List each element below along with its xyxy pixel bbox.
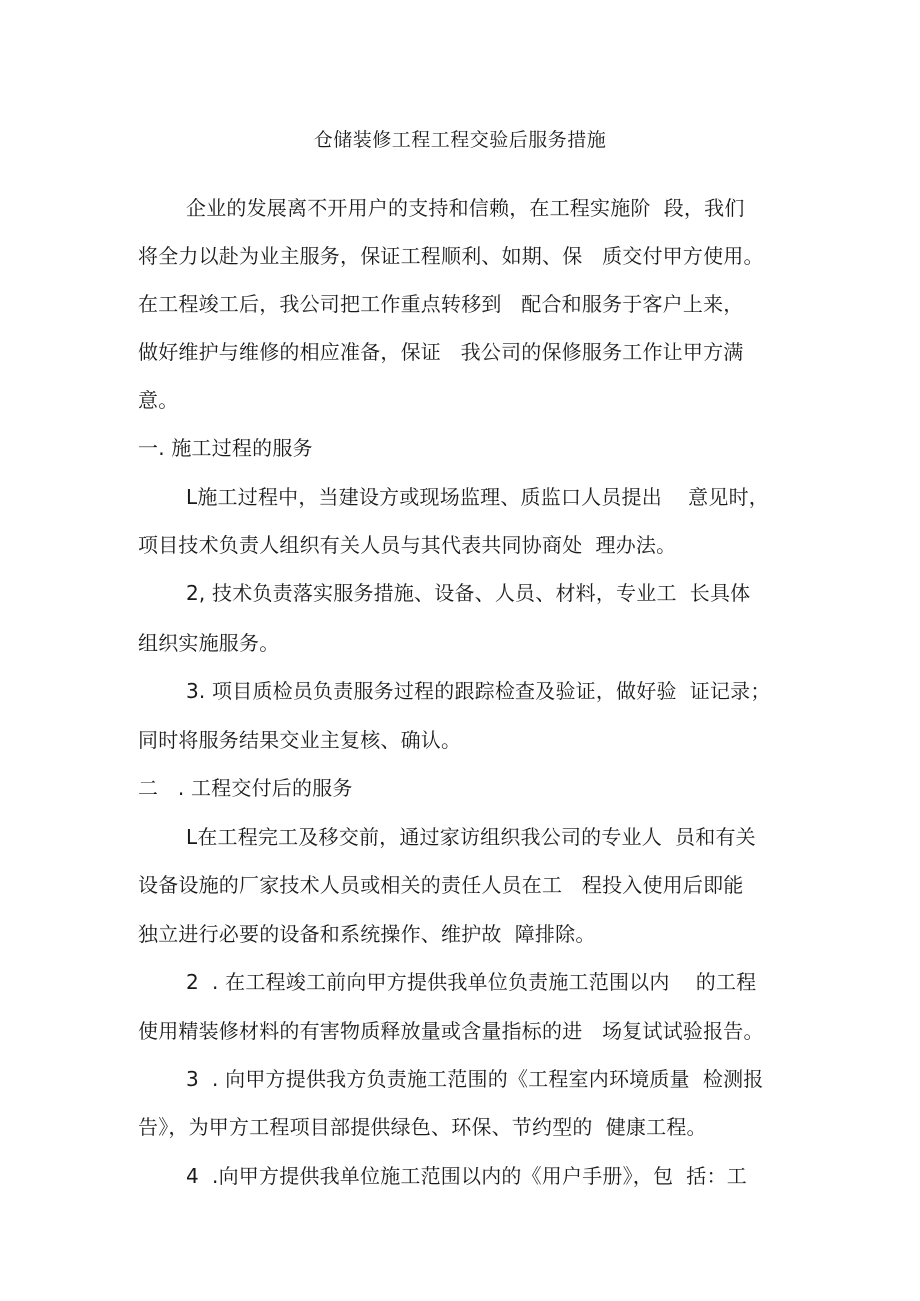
body-line: 2, 技术负责落实服务措施、设备、人员、材料，专业工 长具体 bbox=[186, 581, 751, 605]
body-line: 做好维护与维修的相应准备，保证 我公司的保修服务工作让甲方满 bbox=[138, 340, 744, 364]
body-line: 4 .向甲方提供我单位施工范围以内的《用户手册》，包 括：工 bbox=[186, 1164, 747, 1188]
body-line: 使用精装修材料的有害物质释放量或含量指标的进 场复试试验报告。 bbox=[138, 1019, 764, 1043]
body-line: 3 . 向甲方提供我方负责施工范围的《工程室内环境质量 检测报 bbox=[186, 1067, 764, 1091]
body-line: 设备设施的厂家技术人员或相关的责任人员在工 程投入使用后即能 bbox=[138, 873, 744, 897]
section-heading: 一. 施工过程的服务 bbox=[138, 436, 313, 460]
body-line: 告》，为甲方工程项目部提供绿色、环保、节约型的 健康工程。 bbox=[138, 1115, 707, 1139]
body-line: 3. 项目质检员负责服务过程的跟踪检查及验证，做好验 证记录； bbox=[186, 679, 771, 703]
body-line: 组织实施服务。 bbox=[138, 631, 280, 655]
body-line: 独立进行必要的设备和系统操作、维护故 障排除。 bbox=[138, 922, 596, 946]
body-line: 意。 bbox=[138, 388, 179, 412]
body-line: 2 . 在工程竣工前向甲方提供我单位负责施工范围以内 的工程 bbox=[186, 970, 757, 994]
body-line: 同时将服务结果交业主复核、确认。 bbox=[138, 728, 462, 752]
body-line: 企业的发展离不开用户的支持和信赖，在工程实施阶 段，我们 bbox=[186, 196, 745, 220]
body-line: 项目技术负责人组织有关人员与其代表共同协商处 理办法。 bbox=[138, 533, 677, 557]
section-heading: 二 . 工程交付后的服务 bbox=[138, 776, 353, 800]
body-line: L施工过程中，当建设方或现场监理、质监口人员提出 意见时， bbox=[186, 485, 769, 509]
document-title: 仓储装修工程工程交验后服务措施 bbox=[313, 129, 607, 151]
body-line: 在工程竣工后，我公司把工作重点转移到 配合和服务于客户上来， bbox=[138, 292, 744, 316]
body-line: L在工程完工及移交前，通过家访组织我公司的专业人 员和有关 bbox=[186, 825, 756, 849]
body-line: 将全力以赴为业主服务，保证工程顺利、如期、保 质交付甲方使用。 bbox=[138, 244, 764, 268]
